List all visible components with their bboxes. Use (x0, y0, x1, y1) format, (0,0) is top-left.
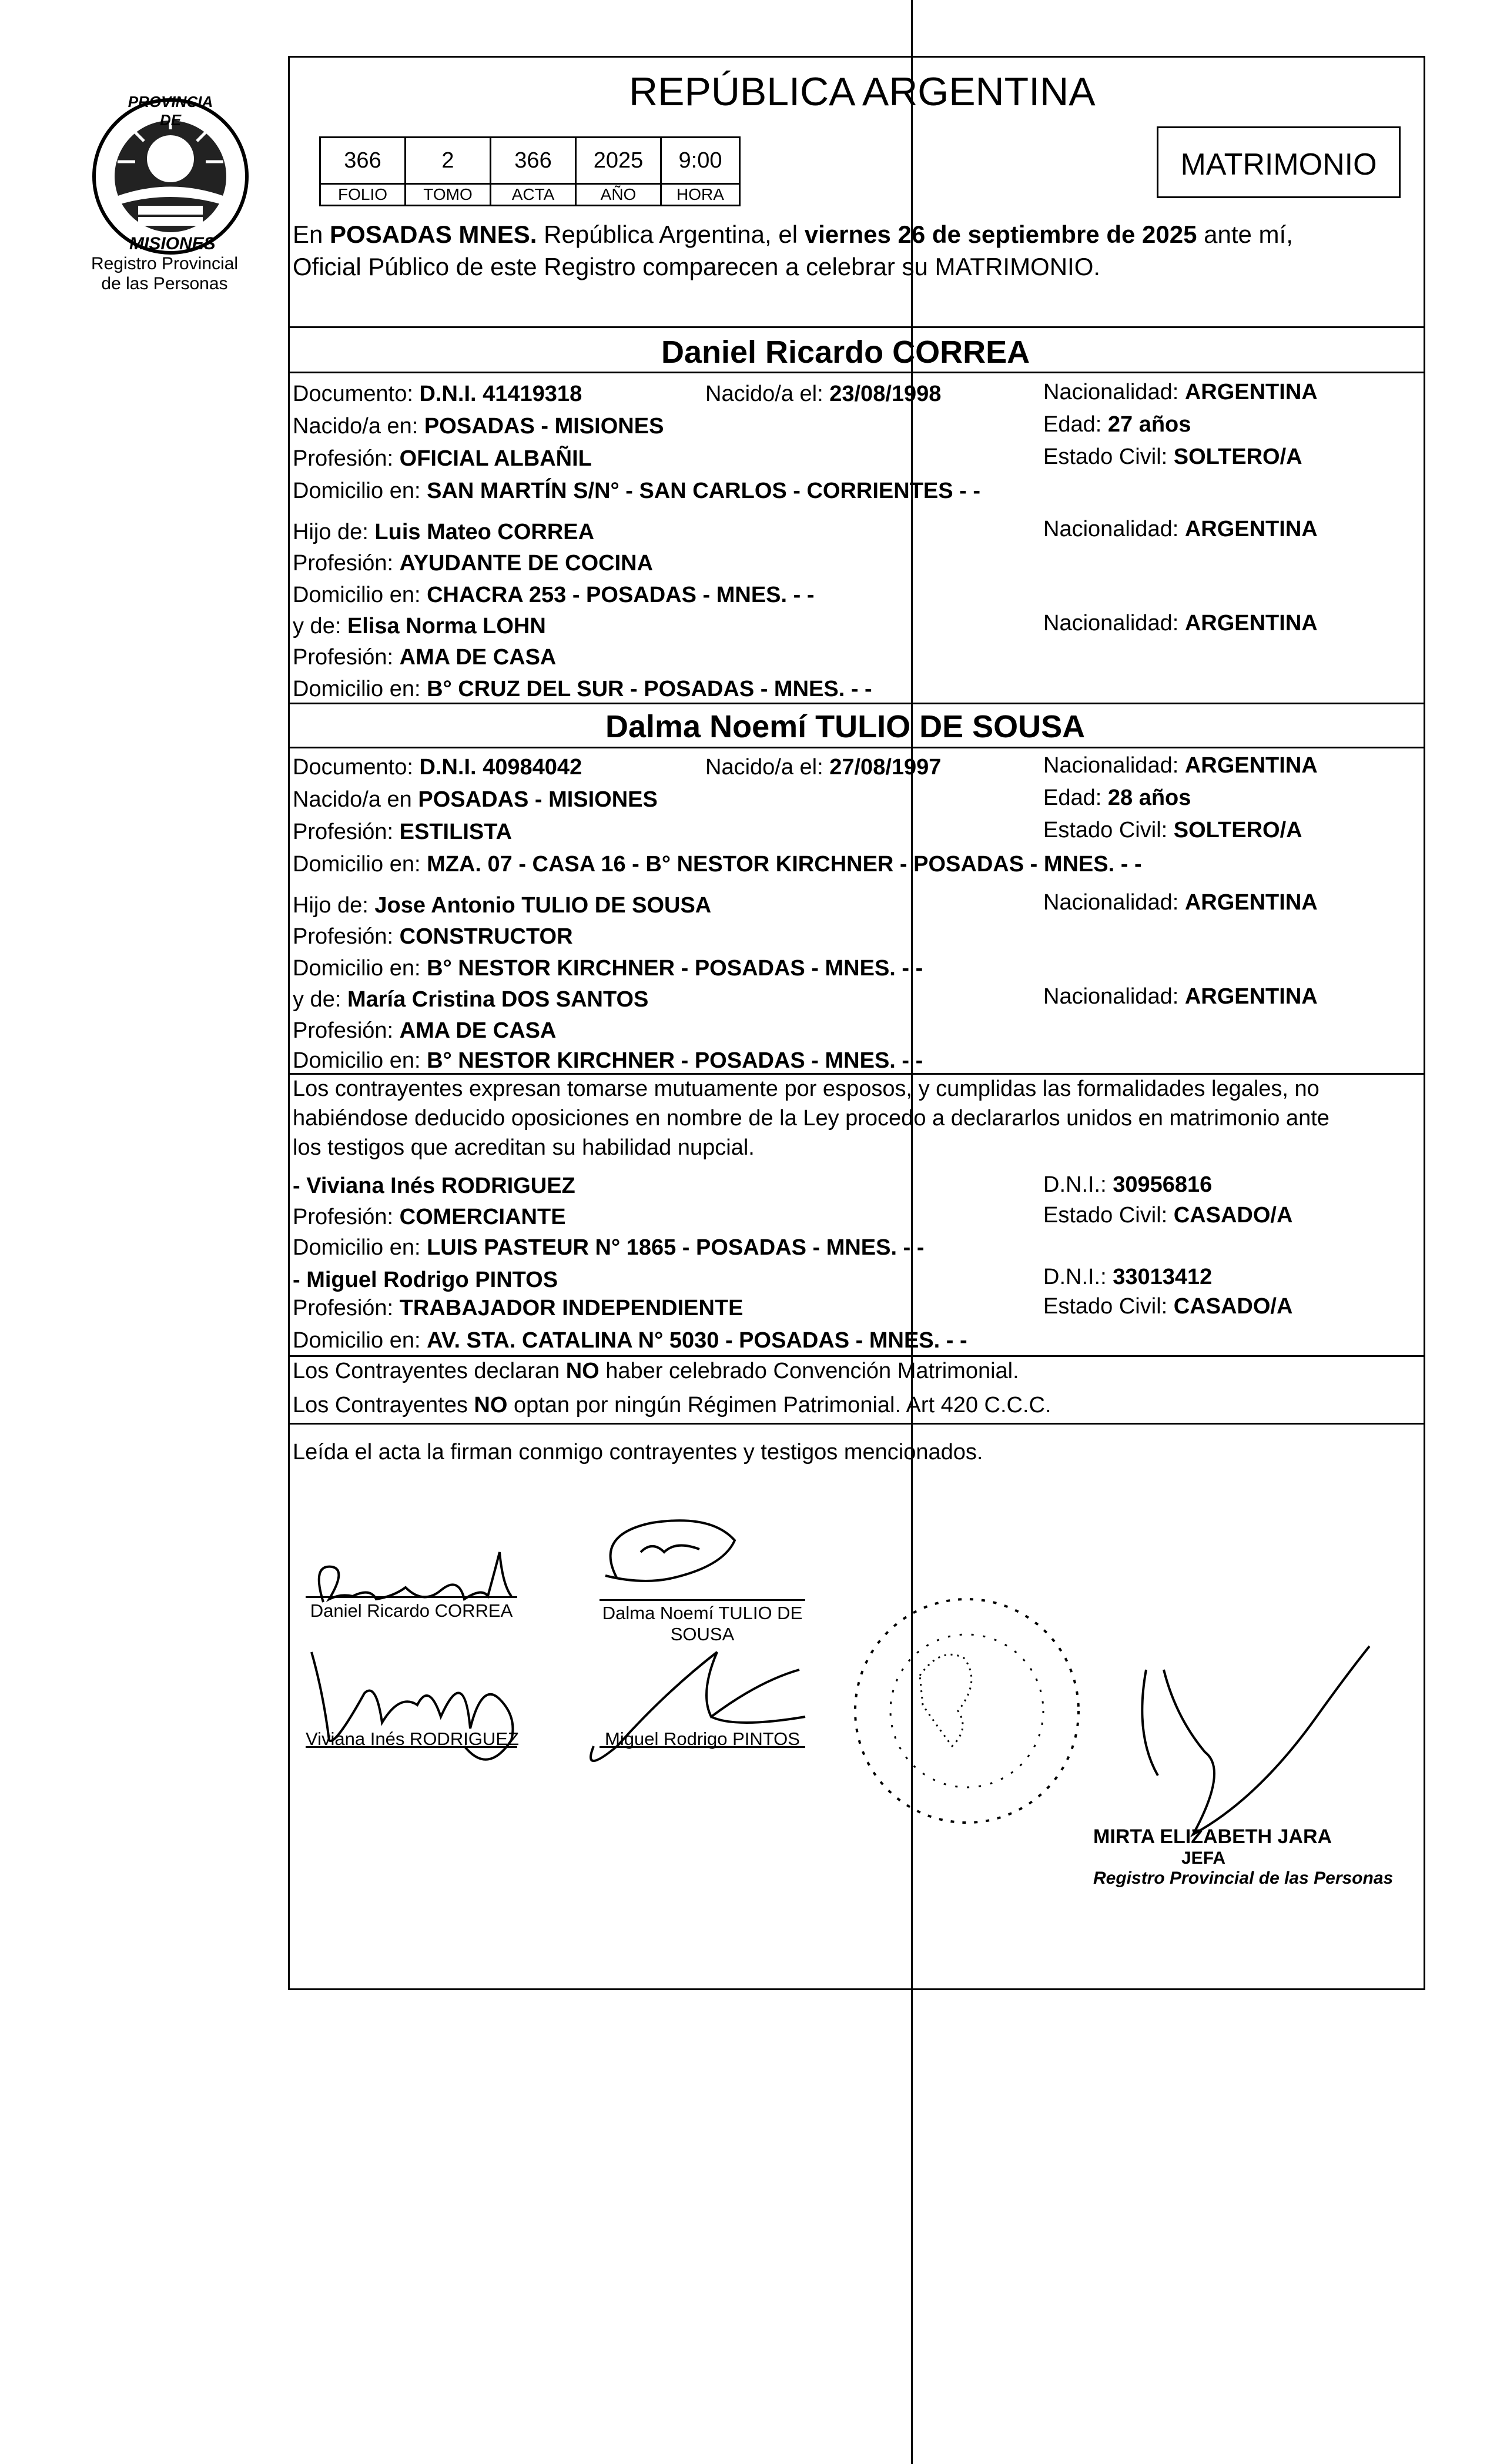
label: Edad: (1043, 412, 1108, 437)
spouse2-birthplace (293, 787, 658, 813)
label: Profesión: (293, 924, 400, 949)
spouse2-father (293, 892, 711, 918)
label: Domicilio en: (293, 1048, 427, 1073)
spouse1-mother-address (293, 676, 872, 702)
field-anio-value: 2025 (575, 136, 662, 185)
page-title: REPÚBLICA ARGENTINA (629, 69, 1096, 114)
field-acta-label: ACTA (490, 183, 577, 206)
intro-line1 (293, 220, 1293, 249)
emphasis: NO (474, 1393, 508, 1417)
intro-p3: ante mí, (1197, 220, 1293, 248)
label: Domicilio en: (293, 677, 427, 701)
label: Profesión: (293, 1205, 400, 1229)
value: 23/08/1998 (829, 382, 942, 406)
official-role: JEFA (1181, 1848, 1226, 1868)
value: CASADO/A (1173, 1203, 1293, 1228)
intro-p1: En (293, 220, 330, 248)
spouse2-father-nationality (1043, 890, 1318, 915)
label: Nacionalidad: (1043, 753, 1185, 778)
witness2-address (293, 1328, 967, 1353)
label: Nacido/a en (293, 787, 418, 812)
label: Nacionalidad: (1043, 380, 1185, 404)
value: TRABAJADOR INDEPENDIENTE (399, 1296, 744, 1320)
spouse2-document (293, 754, 582, 780)
label: Profesión: (293, 1018, 400, 1043)
value: Elisa Norma LOHN (347, 614, 546, 638)
label: Hijo de: (293, 893, 375, 918)
witness2-civil-status (1043, 1293, 1292, 1319)
witness2-dni (1043, 1264, 1212, 1290)
spouse2-mother-address (293, 1048, 923, 1074)
logo-top-text: PROVINCIA DE (128, 93, 213, 129)
spouse1-father-address (293, 582, 815, 608)
value: Jose Antonio TULIO DE SOUSA (374, 893, 712, 918)
field-hora-label: HORA (660, 183, 741, 206)
divider-closing (288, 1423, 1425, 1425)
value: SOLTERO/A (1173, 818, 1302, 842)
label: Edad: (1043, 785, 1108, 810)
field-acta-value: 366 (490, 136, 577, 185)
divider-spouse2-name (288, 747, 1425, 748)
label: Nacido/a el: (705, 382, 830, 406)
label: Estado Civil: (1043, 444, 1174, 469)
spouse1-mother-profession (293, 644, 556, 670)
official-office: Registro Provincial de las Personas (1093, 1868, 1394, 1888)
field-folio-value: 366 (319, 136, 406, 185)
label: Profesión: (293, 645, 400, 670)
official-name: MIRTA ELIZABETH JARA (1093, 1826, 1332, 1848)
label: Documento: (293, 382, 420, 406)
declaration-line1: Los contrayentes expresan tomarse mutuamente por esposos, y cumplidas las formalidades legales, no (293, 1076, 1319, 1101)
spouse1-mother (293, 613, 546, 639)
logo-caption-line1: Registro Provincial (91, 254, 239, 273)
label: Estado Civil: (1043, 818, 1174, 842)
divider-spouse2 (288, 703, 1425, 704)
label: Domicilio en: (293, 479, 427, 503)
witness1-address (293, 1235, 924, 1261)
spouse1-mother-nationality (1043, 610, 1318, 636)
label: D.N.I.: (1043, 1265, 1113, 1289)
label: Estado Civil: (1043, 1294, 1174, 1319)
value: SOLTERO/A (1173, 444, 1302, 469)
label: Domicilio en: (293, 583, 427, 607)
label: D.N.I.: (1043, 1172, 1113, 1197)
label: y de: (293, 987, 347, 1012)
intro-p2: República Argentina, el (537, 220, 805, 248)
value: ARGENTINA (1184, 984, 1318, 1009)
label: Estado Civil: (1043, 1203, 1174, 1228)
label: Nacionalidad: (1043, 890, 1185, 915)
label: Domicilio en: (293, 852, 427, 877)
label: Profesión: (293, 1296, 400, 1320)
sig-caption-spouse2-line1: Dalma Noemí TULIO DE (602, 1603, 803, 1623)
label: Nacionalidad: (1043, 517, 1185, 541)
spouse1-address (293, 478, 980, 504)
logo-bottom-text: MISIONES (129, 234, 216, 253)
spouse2-birthdate (705, 754, 941, 780)
spouse2-mother-nationality (1043, 984, 1318, 1009)
intro-city: POSADAS MNES. (330, 220, 537, 248)
logo-caption-line2: de las Personas (101, 274, 228, 293)
spouse2-mother (293, 987, 648, 1012)
label: Hijo de: (293, 520, 375, 544)
field-tomo-value: 2 (404, 136, 491, 185)
label: Documento: (293, 755, 420, 780)
official-block (1093, 1826, 1394, 1888)
label: Nacido/a el: (705, 755, 830, 780)
value: ARGENTINA (1184, 753, 1318, 778)
label: Profesión: (293, 820, 400, 844)
sig-caption-witness2: Miguel Rodrigo PINTOS (605, 1729, 800, 1749)
label: Domicilio en: (293, 1235, 427, 1260)
divider-header (288, 326, 1425, 328)
spouse1-civil-status (1043, 444, 1302, 470)
value: B° NESTOR KIRCHNER - POSADAS - MNES. - - (427, 956, 923, 981)
value: ARGENTINA (1184, 517, 1318, 541)
spouse1-nationality (1043, 379, 1318, 405)
spouse2-mother-profession (293, 1018, 556, 1044)
text: Los Contrayentes (293, 1393, 474, 1417)
spouse2-address (293, 851, 1142, 877)
text: optan por ningún Régimen Patrimonial. Art 420 C.C.C. (507, 1393, 1051, 1417)
declaration-line3: los testigos que acreditan su habilidad nupcial. (293, 1135, 755, 1160)
value: AYUDANTE DE COCINA (399, 551, 654, 576)
witness1-profession (293, 1204, 566, 1230)
spouse1-father-profession (293, 550, 653, 576)
spouse1-profession (293, 446, 592, 472)
value: D.N.I. 40984042 (419, 755, 582, 780)
value: ARGENTINA (1184, 890, 1318, 915)
witness1-civil-status (1043, 1202, 1292, 1228)
signature-area (288, 1470, 1425, 1987)
sig-line-spouse2 (600, 1599, 805, 1601)
value: AMA DE CASA (399, 1018, 557, 1043)
regime-line1 (293, 1358, 1019, 1384)
spouse1-document (293, 381, 582, 407)
record-type: MATRIMONIO (1180, 148, 1377, 182)
spouse1-father (293, 519, 594, 545)
divider-spouse1 (288, 372, 1425, 373)
spouse1-age (1043, 412, 1191, 437)
spouse2-civil-status (1043, 817, 1302, 843)
spouse2-age (1043, 785, 1191, 811)
field-anio-label: AÑO (575, 183, 662, 206)
spouse2-nationality (1043, 753, 1318, 778)
spouse2-father-address (293, 955, 923, 981)
witness2-profession (293, 1295, 743, 1321)
label: Domicilio en: (293, 956, 427, 981)
sig-caption-spouse1: Daniel Ricardo CORREA (310, 1600, 513, 1621)
value: AV. STA. CATALINA N° 5030 - POSADAS - MNES. - - (427, 1328, 967, 1353)
value: 28 años (1107, 785, 1191, 810)
field-tomo-label: TOMO (404, 183, 491, 206)
spouse1-birthplace (293, 413, 664, 439)
value: 27/08/1997 (829, 755, 942, 780)
label: Nacionalidad: (1043, 611, 1185, 636)
value: AMA DE CASA (399, 645, 557, 670)
spouse1-father-nationality (1043, 516, 1318, 542)
value: B° CRUZ DEL SUR - POSADAS - MNES. - - (427, 677, 872, 701)
value: 30956816 (1113, 1172, 1213, 1197)
label: Nacionalidad: (1043, 984, 1185, 1009)
value: POSADAS - MISIONES (418, 787, 658, 812)
value: ARGENTINA (1184, 380, 1318, 404)
spouse2-father-profession (293, 924, 573, 950)
label: y de: (293, 614, 347, 638)
witness1-name: - Viviana Inés RODRIGUEZ (293, 1174, 575, 1198)
sig-caption-spouse2-line2: SOUSA (670, 1624, 735, 1644)
spouse1-birthdate (705, 381, 941, 407)
label: Domicilio en: (293, 1328, 427, 1353)
spouse1-name: Daniel Ricardo CORREA (661, 335, 1030, 370)
label: Profesión: (293, 446, 400, 471)
value: LUIS PASTEUR N° 1865 - POSADAS - MNES. - - (427, 1235, 925, 1260)
value: CONSTRUCTOR (399, 924, 573, 949)
logo-caption (65, 254, 264, 294)
emphasis: NO (565, 1359, 600, 1383)
value: MZA. 07 - CASA 16 - B° NESTOR KIRCHNER - POSADAS - MNES. - - (427, 852, 1142, 877)
intro-date: viernes 26 de septiembre de 2025 (804, 220, 1197, 248)
value: CHACRA 253 - POSADAS - MNES. - - (427, 583, 815, 607)
regime-line2 (293, 1392, 1051, 1418)
value: Luis Mateo CORREA (374, 520, 595, 544)
declaration-line2: habiéndose deducido oposiciones en nombre de la Ley procedo a declararlos unidos en matrimonio ante (293, 1106, 1329, 1131)
sig-caption-witness1: Viviana Inés RODRIGUEZ (306, 1729, 519, 1749)
spouse2-profession (293, 819, 512, 845)
text: haber celebrado Convención Matrimonial. (599, 1359, 1019, 1383)
value: OFICIAL ALBAÑIL (399, 446, 592, 471)
value: María Cristina DOS SANTOS (347, 987, 649, 1012)
intro-line2: Oficial Público de este Registro comparecen a celebrar su MATRIMONIO. (293, 253, 1101, 280)
divider-regime (288, 1355, 1425, 1357)
witness1-dni (1043, 1172, 1212, 1198)
field-hora-value: 9:00 (660, 136, 741, 185)
value: B° NESTOR KIRCHNER - POSADAS - MNES. - - (427, 1048, 923, 1073)
value: SAN MARTÍN S/N° - SAN CARLOS - CORRIENTES - - (427, 479, 981, 503)
field-folio-label: FOLIO (319, 183, 406, 206)
value: ESTILISTA (399, 820, 513, 844)
value: ARGENTINA (1184, 611, 1318, 636)
value: D.N.I. 41419318 (419, 382, 582, 406)
value: 33013412 (1113, 1265, 1213, 1289)
sig-line-spouse1 (306, 1596, 517, 1598)
value: 27 años (1107, 412, 1191, 437)
value: POSADAS - MISIONES (424, 414, 664, 439)
label: Profesión: (293, 551, 400, 576)
spouse2-name: Dalma Noemí TULIO DE SOUSA (605, 709, 1086, 744)
official-stamp (855, 1599, 1079, 1823)
closing-text: Leída el acta la firman conmigo contrayentes y testigos mencionados. (293, 1440, 983, 1465)
value: COMERCIANTE (399, 1205, 566, 1229)
text: Los Contrayentes declaran (293, 1359, 566, 1383)
label: Nacido/a en: (293, 414, 424, 439)
province-logo (82, 88, 259, 265)
witness2-name: - Miguel Rodrigo PINTOS (293, 1268, 558, 1292)
value: CASADO/A (1173, 1294, 1293, 1319)
